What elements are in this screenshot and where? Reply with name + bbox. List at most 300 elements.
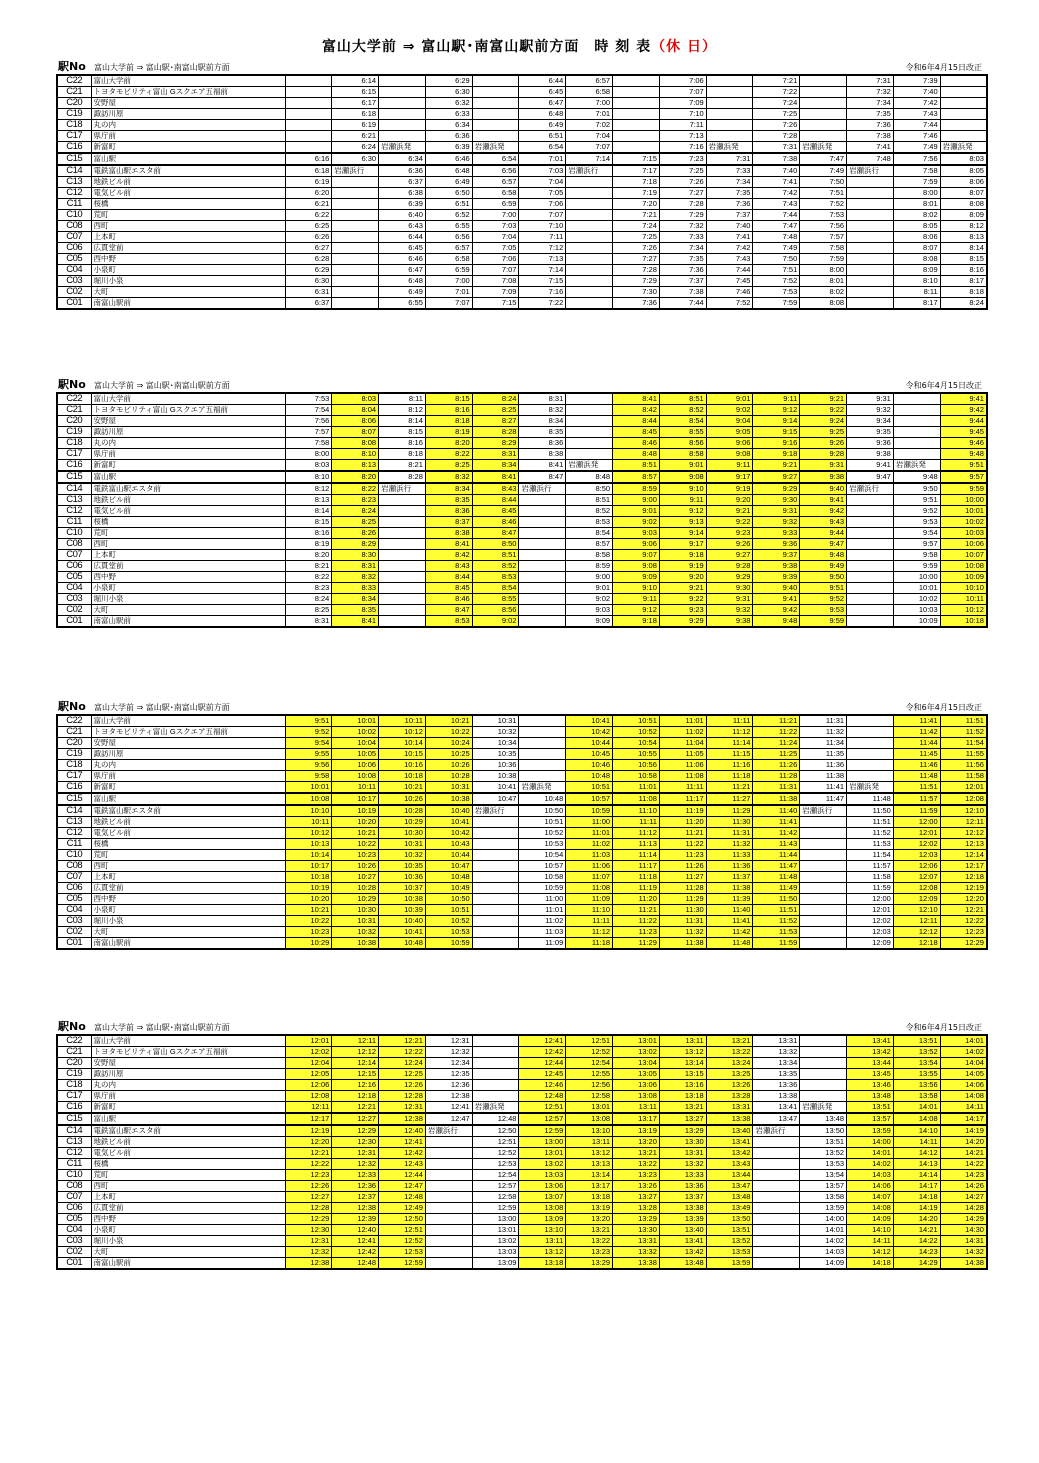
time-cell: 11:30 <box>659 905 706 916</box>
station-name: 富山駅 <box>91 153 285 165</box>
time-cell: 11:48 <box>706 938 753 950</box>
time-cell: 6:21 <box>285 199 332 210</box>
time-cell: 12:33 <box>332 1170 379 1181</box>
time-cell <box>847 287 894 298</box>
time-cell: 13:53 <box>800 1159 847 1170</box>
time-cell: 6:20 <box>285 188 332 199</box>
time-cell: 10:11 <box>332 782 379 794</box>
time-cell <box>566 393 613 405</box>
time-cell <box>706 131 753 142</box>
station-code: C21 <box>57 727 91 738</box>
time-cell: 7:44 <box>893 120 940 131</box>
time-cell: 7:56 <box>893 153 940 165</box>
time-cell: 9:11 <box>706 460 753 472</box>
time-cell: 10:28 <box>425 771 472 782</box>
time-cell: 10:26 <box>425 760 472 771</box>
time-cell: 13:09 <box>519 1214 566 1225</box>
time-cell: 13:00 <box>472 1214 519 1225</box>
time-cell: 8:05 <box>893 221 940 232</box>
time-cell: 13:11 <box>519 1236 566 1247</box>
station-name: 広貫堂前 <box>91 243 285 254</box>
time-cell <box>472 1047 519 1058</box>
time-cell: 8:56 <box>659 438 706 449</box>
time-cell: 12:31 <box>379 1102 426 1114</box>
table-row <box>57 1192 987 1203</box>
time-cell: 8:29 <box>332 539 379 550</box>
time-cell: 8:22 <box>425 449 472 460</box>
time-cell: 11:27 <box>706 793 753 805</box>
time-cell: 7:16 <box>519 287 566 298</box>
time-cell: 6:30 <box>285 276 332 287</box>
station-code: C13 <box>57 177 91 188</box>
time-cell: 7:59 <box>893 177 940 188</box>
time-cell: 13:20 <box>613 1137 660 1148</box>
station-code: C04 <box>57 583 91 594</box>
time-cell: 11:45 <box>893 749 940 760</box>
time-cell: 12:26 <box>285 1181 332 1192</box>
station-name: 桜橋 <box>91 517 285 528</box>
time-cell <box>472 120 519 131</box>
station-name: 広貫堂前 <box>91 561 285 572</box>
time-cell: 10:40 <box>379 916 426 927</box>
time-cell: 8:53 <box>566 517 613 528</box>
time-cell: 12:42 <box>332 1247 379 1258</box>
time-cell: 8:30 <box>332 550 379 561</box>
time-cell: 13:31 <box>706 1102 753 1114</box>
time-cell: 13:10 <box>566 1125 613 1137</box>
station-code: C07 <box>57 872 91 883</box>
time-cell: 7:15 <box>613 153 660 165</box>
time-cell: 11:59 <box>893 805 940 817</box>
time-cell: 10:59 <box>566 805 613 817</box>
time-cell: 11:17 <box>659 793 706 805</box>
time-cell: 13:41 <box>706 1137 753 1148</box>
time-cell: 8:54 <box>566 528 613 539</box>
time-cell <box>566 449 613 460</box>
time-cell: 12:48 <box>332 1258 379 1270</box>
time-cell: 9:15 <box>753 427 800 438</box>
time-cell: 11:34 <box>800 738 847 749</box>
time-cell: 13:29 <box>613 1214 660 1225</box>
time-cell: 7:22 <box>519 298 566 310</box>
time-cell: 9:33 <box>753 528 800 539</box>
station-code: C12 <box>57 506 91 517</box>
time-cell: 11:21 <box>659 828 706 839</box>
time-cell: 11:14 <box>613 850 660 861</box>
time-cell: 14:05 <box>940 1069 987 1080</box>
time-cell <box>425 1203 472 1214</box>
timetable-block-1 <box>56 60 986 310</box>
time-cell: 9:08 <box>613 561 660 572</box>
time-cell: 11:51 <box>940 715 987 727</box>
time-cell: 岩瀬浜発 <box>472 1102 519 1114</box>
time-cell: 8:55 <box>472 594 519 605</box>
time-cell <box>379 495 426 506</box>
time-cell: 8:23 <box>285 583 332 594</box>
time-cell: 10:52 <box>425 916 472 927</box>
station-name: 地鉄ビル前 <box>91 1137 285 1148</box>
time-cell: 7:59 <box>753 298 800 310</box>
time-cell: 7:33 <box>706 165 753 177</box>
time-cell: 10:32 <box>332 927 379 938</box>
time-cell: 13:47 <box>753 1113 800 1125</box>
time-cell: 13:44 <box>706 1170 753 1181</box>
time-cell: 12:36 <box>332 1181 379 1192</box>
time-cell: 9:29 <box>706 572 753 583</box>
time-cell: 9:04 <box>706 416 753 427</box>
time-cell: 11:43 <box>753 839 800 850</box>
time-cell: 13:31 <box>613 1236 660 1247</box>
time-cell: 9:46 <box>940 438 987 449</box>
time-cell: 8:31 <box>285 616 332 628</box>
time-cell: 8:23 <box>332 495 379 506</box>
table-row <box>57 483 987 495</box>
time-cell: 7:35 <box>659 254 706 265</box>
time-cell: 13:30 <box>613 1225 660 1236</box>
time-cell: 9:53 <box>893 517 940 528</box>
time-cell <box>847 495 894 506</box>
time-cell: 13:06 <box>613 1080 660 1091</box>
time-cell: 9:22 <box>706 517 753 528</box>
time-cell: 12:08 <box>893 883 940 894</box>
time-cell <box>379 109 426 120</box>
time-cell: 岩瀬浜発 <box>519 782 566 794</box>
table-row <box>57 438 987 449</box>
time-cell: 12:21 <box>332 1102 379 1114</box>
table-row <box>57 738 987 749</box>
time-cell: 10:54 <box>519 850 566 861</box>
time-cell: 10:20 <box>332 817 379 828</box>
time-cell <box>332 276 379 287</box>
time-cell: 12:51 <box>566 1035 613 1047</box>
time-cell: 10:14 <box>379 738 426 749</box>
time-cell: 12:23 <box>285 1170 332 1181</box>
time-cell: 8:15 <box>425 393 472 405</box>
time-cell: 13:21 <box>566 1225 613 1236</box>
time-cell <box>472 938 519 950</box>
time-cell: 12:22 <box>379 1047 426 1058</box>
time-cell: 8:16 <box>425 405 472 416</box>
time-cell: 10:57 <box>519 861 566 872</box>
time-cell: 8:12 <box>940 221 987 232</box>
time-cell: 10:53 <box>519 839 566 850</box>
time-cell: 14:01 <box>847 1148 894 1159</box>
time-cell: 13:27 <box>613 1192 660 1203</box>
time-cell: 11:31 <box>706 828 753 839</box>
time-cell: 10:28 <box>379 805 426 817</box>
time-cell: 11:48 <box>847 793 894 805</box>
time-cell: 7:57 <box>285 427 332 438</box>
time-cell <box>379 583 426 594</box>
time-cell <box>847 727 894 738</box>
time-cell: 12:12 <box>893 927 940 938</box>
time-cell: 13:40 <box>659 1225 706 1236</box>
time-cell: 12:48 <box>519 1091 566 1102</box>
time-cell: 13:51 <box>893 1035 940 1047</box>
time-cell: 岩瀬浜発 <box>706 142 753 154</box>
station-code: C15 <box>57 153 91 165</box>
station-name: 電気ビル前 <box>91 506 285 517</box>
time-cell: 7:44 <box>706 265 753 276</box>
time-cell: 11:06 <box>566 861 613 872</box>
time-cell: 6:28 <box>285 254 332 265</box>
time-cell: 8:50 <box>472 539 519 550</box>
time-cell: 8:37 <box>425 517 472 528</box>
time-cell: 14:29 <box>940 1214 987 1225</box>
time-cell: 9:51 <box>940 460 987 472</box>
time-cell <box>893 438 940 449</box>
time-cell: 11:00 <box>519 894 566 905</box>
time-cell: 8:58 <box>659 449 706 460</box>
time-cell: 8:45 <box>425 583 472 594</box>
station-no-label: 駅No <box>58 1020 86 1033</box>
time-cell: 10:47 <box>472 793 519 805</box>
time-cell: 7:01 <box>519 153 566 165</box>
station-name: 南富山駅前 <box>91 298 285 310</box>
time-cell: 9:36 <box>753 539 800 550</box>
station-name: 西町 <box>91 221 285 232</box>
time-cell: 10:06 <box>940 539 987 550</box>
time-cell: 13:23 <box>566 1247 613 1258</box>
block-header <box>56 1020 986 1034</box>
time-cell: 9:48 <box>800 550 847 561</box>
time-cell: 13:44 <box>847 1058 894 1069</box>
time-cell: 10:29 <box>285 938 332 950</box>
table-row <box>57 1181 987 1192</box>
time-cell: 岩瀬浜行 <box>753 1125 800 1137</box>
station-name: トヨタモビリティ富山 Gスクエア五福前 <box>91 87 285 98</box>
time-cell: 11:46 <box>893 760 940 771</box>
time-cell: 7:49 <box>753 243 800 254</box>
station-code: C01 <box>57 1258 91 1270</box>
table-row <box>57 1047 987 1058</box>
time-cell: 7:32 <box>847 87 894 98</box>
time-cell: 10:13 <box>285 839 332 850</box>
time-cell: 11:24 <box>753 738 800 749</box>
station-name: 小泉町 <box>91 905 285 916</box>
time-cell: 12:27 <box>285 1192 332 1203</box>
time-cell <box>800 894 847 905</box>
time-cell: 11:06 <box>659 760 706 771</box>
time-cell <box>472 839 519 850</box>
time-cell: 12:13 <box>940 839 987 850</box>
time-cell: 8:25 <box>425 460 472 472</box>
time-cell: 8:25 <box>332 517 379 528</box>
time-cell: 13:19 <box>613 1125 660 1137</box>
time-cell: 9:19 <box>659 561 706 572</box>
time-cell: 10:31 <box>472 715 519 727</box>
time-cell <box>893 427 940 438</box>
time-cell: 11:32 <box>706 839 753 850</box>
time-cell: 9:10 <box>659 483 706 495</box>
time-cell: 6:22 <box>285 210 332 221</box>
station-code: C14 <box>57 805 91 817</box>
time-cell: 12:18 <box>332 1091 379 1102</box>
time-cell: 14:23 <box>940 1170 987 1181</box>
station-no-label: 駅No <box>58 60 86 73</box>
time-cell: 8:24 <box>940 298 987 310</box>
time-cell: 12:59 <box>472 1203 519 1214</box>
time-cell: 10:01 <box>332 715 379 727</box>
time-cell: 11:11 <box>659 782 706 794</box>
time-cell: 8:06 <box>893 232 940 243</box>
time-cell: 14:29 <box>893 1258 940 1270</box>
time-cell <box>472 927 519 938</box>
time-cell: 13:33 <box>659 1170 706 1181</box>
time-cell: 10:21 <box>332 828 379 839</box>
time-cell: 11:03 <box>519 927 566 938</box>
time-cell: 9:32 <box>753 517 800 528</box>
time-cell: 7:49 <box>893 142 940 154</box>
time-cell <box>472 1058 519 1069</box>
time-cell: 10:58 <box>519 872 566 883</box>
time-cell: 12:42 <box>519 1047 566 1058</box>
time-cell: 8:52 <box>659 405 706 416</box>
time-cell: 10:00 <box>940 495 987 506</box>
time-cell: 7:18 <box>613 177 660 188</box>
time-cell: 9:30 <box>753 495 800 506</box>
time-cell: 11:21 <box>613 905 660 916</box>
time-cell: 14:04 <box>940 1058 987 1069</box>
time-cell <box>566 298 613 310</box>
time-cell: 14:09 <box>847 1214 894 1225</box>
time-cell: 7:49 <box>800 165 847 177</box>
station-name: 富山大学前 <box>91 715 285 727</box>
time-cell <box>940 75 987 87</box>
time-cell: 9:26 <box>800 438 847 449</box>
time-cell: 12:31 <box>425 1035 472 1047</box>
time-cell: 11:19 <box>659 805 706 817</box>
time-cell: 7:07 <box>659 87 706 98</box>
time-cell: 10:38 <box>332 938 379 950</box>
time-cell: 8:28 <box>379 471 426 483</box>
time-cell: 8:03 <box>285 460 332 472</box>
table-row <box>57 850 987 861</box>
time-cell <box>425 1170 472 1181</box>
time-cell: 8:14 <box>285 506 332 517</box>
time-cell: 9:12 <box>659 506 706 517</box>
time-cell: 7:42 <box>893 98 940 109</box>
time-cell: 8:07 <box>940 188 987 199</box>
time-cell: 9:41 <box>847 460 894 472</box>
time-cell: 7:06 <box>659 75 706 87</box>
time-cell <box>893 405 940 416</box>
time-cell: 13:39 <box>659 1214 706 1225</box>
time-cell: 11:42 <box>706 927 753 938</box>
time-cell: 9:02 <box>613 517 660 528</box>
time-cell <box>472 131 519 142</box>
time-cell: 6:48 <box>425 165 472 177</box>
time-cell: 11:19 <box>613 883 660 894</box>
time-cell: 8:51 <box>659 393 706 405</box>
time-cell <box>940 98 987 109</box>
time-cell: 8:24 <box>285 594 332 605</box>
time-cell: 8:13 <box>332 460 379 472</box>
time-cell: 12:48 <box>379 1192 426 1203</box>
time-cell: 11:31 <box>659 916 706 927</box>
station-no-label: 駅No <box>58 700 86 713</box>
time-cell: 9:08 <box>706 449 753 460</box>
time-cell: 12:21 <box>379 1035 426 1047</box>
time-cell: 7:07 <box>519 210 566 221</box>
table-row <box>57 1247 987 1258</box>
station-name: 富山大学前 <box>91 393 285 405</box>
time-cell: 7:50 <box>753 254 800 265</box>
time-cell: 13:22 <box>566 1236 613 1247</box>
time-cell <box>753 1236 800 1247</box>
time-cell <box>847 188 894 199</box>
time-cell: 11:01 <box>566 828 613 839</box>
time-cell <box>519 594 566 605</box>
time-cell: 13:32 <box>659 1159 706 1170</box>
time-cell: 13:26 <box>706 1080 753 1091</box>
time-cell: 11:09 <box>519 938 566 950</box>
time-cell: 9:16 <box>753 438 800 449</box>
time-cell: 6:38 <box>379 188 426 199</box>
time-cell: 14:22 <box>893 1236 940 1247</box>
time-cell: 14:12 <box>847 1247 894 1258</box>
time-cell <box>379 616 426 628</box>
time-cell <box>566 254 613 265</box>
time-cell: 9:11 <box>613 594 660 605</box>
time-cell: 13:35 <box>753 1069 800 1080</box>
time-cell: 9:21 <box>753 460 800 472</box>
time-cell: 12:32 <box>332 1159 379 1170</box>
time-cell: 6:43 <box>379 221 426 232</box>
time-cell: 11:53 <box>753 927 800 938</box>
time-cell: 9:54 <box>285 738 332 749</box>
time-cell: 9:53 <box>800 605 847 616</box>
station-name: 県庁前 <box>91 449 285 460</box>
time-cell <box>472 905 519 916</box>
time-cell: 8:25 <box>472 405 519 416</box>
time-cell: 6:51 <box>425 199 472 210</box>
time-cell: 10:21 <box>379 782 426 794</box>
time-cell: 12:29 <box>285 1214 332 1225</box>
time-cell: 10:20 <box>285 894 332 905</box>
time-cell <box>379 594 426 605</box>
time-cell: 13:49 <box>706 1203 753 1214</box>
station-code: C07 <box>57 1192 91 1203</box>
station-code: C08 <box>57 861 91 872</box>
time-cell: 12:47 <box>425 1113 472 1125</box>
time-cell: 6:18 <box>285 165 332 177</box>
time-cell <box>379 550 426 561</box>
station-name: 西町 <box>91 539 285 550</box>
time-cell: 12:55 <box>566 1069 613 1080</box>
time-cell: 8:17 <box>893 298 940 310</box>
time-cell: 14:18 <box>893 1192 940 1203</box>
station-name: 富山大学前 <box>91 75 285 87</box>
time-cell: 9:21 <box>800 393 847 405</box>
time-cell <box>847 232 894 243</box>
time-cell: 10:07 <box>940 550 987 561</box>
time-cell: 13:53 <box>706 1247 753 1258</box>
time-cell: 10:28 <box>332 883 379 894</box>
time-cell <box>800 905 847 916</box>
time-cell <box>425 1258 472 1270</box>
revision-date: 令和6年4月15日改正 <box>905 703 982 712</box>
time-cell <box>800 1035 847 1047</box>
time-cell: 9:02 <box>566 594 613 605</box>
table-row <box>57 265 987 276</box>
time-cell: 7:36 <box>847 120 894 131</box>
time-cell: 10:12 <box>940 605 987 616</box>
time-cell <box>847 265 894 276</box>
time-cell: 8:12 <box>379 405 426 416</box>
time-cell: 岩瀬浜発 <box>847 782 894 794</box>
time-cell: 10:12 <box>285 828 332 839</box>
